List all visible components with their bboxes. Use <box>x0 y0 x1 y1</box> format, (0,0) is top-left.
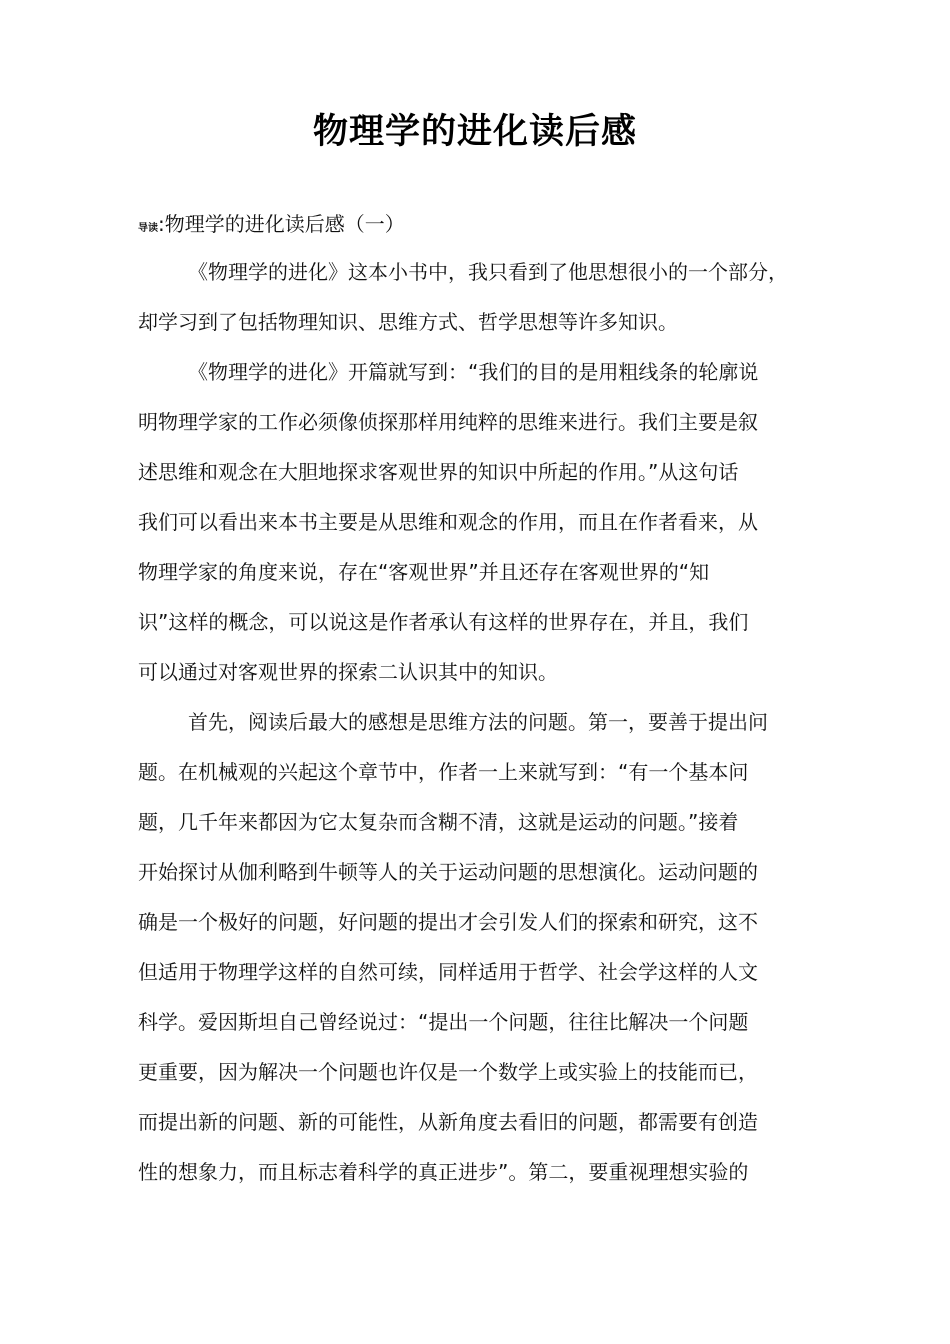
body-line: 但适用于物理学这样的自然可续，同样适用于哲学、社会学这样的人文 <box>138 960 758 984</box>
body-line: 述思维和观念在大胆地探求客观世界的知识中所起的作用。”从这句话 <box>138 460 739 484</box>
body-line: 却学习到了包括物理知识、思维方式、哲学思想等许多知识。 <box>138 310 678 334</box>
body-line: 《物理学的进化》这本小书中，我只看到了他思想很小的一个部分， <box>188 260 788 284</box>
body-line: 题，几千年来都因为它太复杂而含糊不清，这就是运动的问题。”接着 <box>138 810 739 834</box>
intro-tag: 导读 <box>138 223 158 234</box>
body-line: 识”这样的概念，可以说这是作者承认有这样的世界存在，并且，我们 <box>138 610 749 634</box>
body-line: 《物理学的进化》开篇就写到：“我们的目的是用粗线条的轮廓说 <box>188 360 759 384</box>
body-line: 科学。爱因斯坦自己曾经说过：“提出一个问题，往往比解决一个问题 <box>138 1010 749 1034</box>
body-line: 明物理学家的工作必须像侦探那样用纯粹的思维来进行。我们主要是叙 <box>138 410 758 434</box>
body-line: 物理学家的角度来说，存在“客观世界”并且还存在客观世界的“知 <box>138 560 710 584</box>
body-line: 首先，阅读后最大的感想是思维方法的问题。第一，要善于提出问 <box>188 710 768 734</box>
intro-text: :物理学的进化读后感（一） <box>158 212 405 236</box>
body-line: 题。在机械观的兴起这个章节中，作者一上来就写到：“有一个基本问 <box>138 760 749 784</box>
body-line: 而提出新的问题、新的可能性，从新角度去看旧的问题，都需要有创造 <box>138 1110 758 1134</box>
body-line: 性的想象力，而且标志着科学的真正进步”。第二，要重视理想实验的 <box>138 1160 749 1184</box>
body-line: 我们可以看出来本书主要是从思维和观念的作用，而且在作者看来，从 <box>138 510 758 534</box>
body-line: 可以通过对客观世界的探索二认识其中的知识。 <box>138 660 558 684</box>
body-line: 确是一个极好的问题，好问题的提出才会引发人们的探索和研究，这不 <box>138 910 758 934</box>
body-line: 开始探讨从伽利略到牛顿等人的关于运动问题的思想演化。运动问题的 <box>138 860 758 884</box>
intro-heading <box>138 208 405 237</box>
document-title: 物理学的进化读后感 <box>312 112 637 152</box>
body-line: 更重要，因为解决一个问题也许仅是一个数学上或实验上的技能而已， <box>138 1060 758 1084</box>
